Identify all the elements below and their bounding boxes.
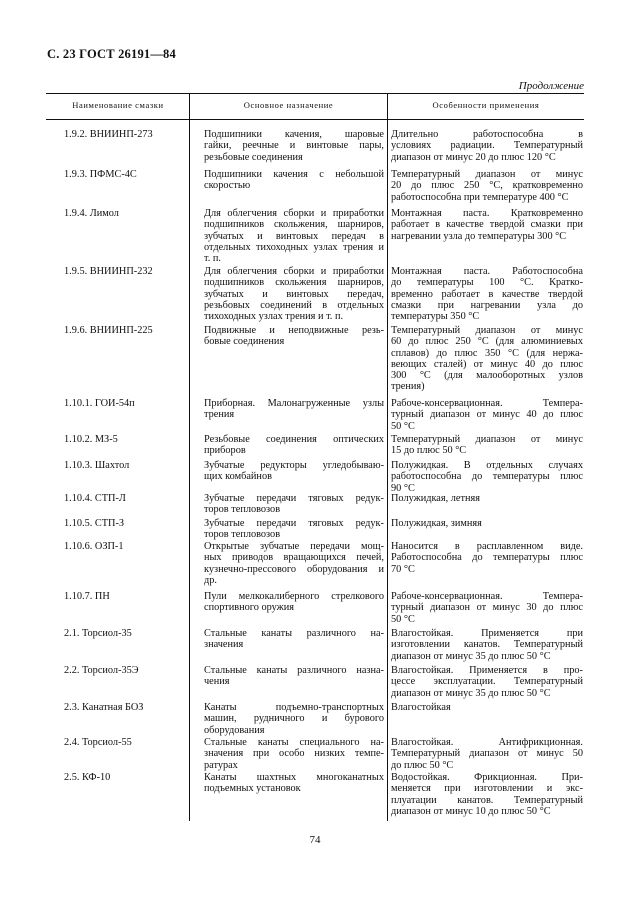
features-line: 90 °С xyxy=(391,482,415,494)
features-line: до плюс 50 °С xyxy=(391,759,454,771)
purpose-line: Для облегчения сборки и приработки xyxy=(204,208,384,219)
application-features xyxy=(391,628,583,662)
table-header-rule xyxy=(46,119,584,120)
purpose-line: трения xyxy=(204,409,235,421)
features-line: Работоспособна до температуры плюс xyxy=(391,552,583,564)
features-line: 15 до плюс 50 °С xyxy=(391,445,467,457)
main-purpose xyxy=(204,208,384,264)
application-features xyxy=(391,665,583,699)
features-line: 50 °С xyxy=(391,613,415,625)
features-line: Полужидкая. В отдельных случаях xyxy=(391,460,583,471)
purpose-line: подшипников скольжения шарниров, xyxy=(204,277,384,289)
lubricant-name: 1.10.4. СТП-Л xyxy=(64,493,126,504)
features-line: Температурный диапазон от минус xyxy=(391,169,583,180)
features-line: Влагостойкая. Применяется в про- xyxy=(391,665,583,676)
purpose-line: Стальные канаты различного назна- xyxy=(204,665,384,676)
purpose-line: отдельных тихоходных узлах трения и xyxy=(204,241,384,253)
continuation-label: Продолжение xyxy=(518,80,584,92)
purpose-line: Стальные канаты различного на- xyxy=(204,628,384,639)
features-line: плуатации канатов. Температурный xyxy=(391,794,583,806)
features-line: Монтажная паста. Работоспособна xyxy=(391,266,583,277)
features-line: Влагостойкая. Антифрикционная. xyxy=(391,737,583,748)
features-line: диапазон от минус 10 до плюс 50 °С xyxy=(391,805,551,817)
features-line: 70 °С xyxy=(391,563,415,575)
main-purpose xyxy=(204,628,384,651)
application-features xyxy=(391,772,583,817)
features-line: Монтажная паста. Кратковременно xyxy=(391,208,583,219)
purpose-line: кузнечно-прессового оборудования и xyxy=(204,563,384,575)
features-line: Влагостойкая. Применяется при xyxy=(391,628,583,639)
purpose-line: щих комбайнов xyxy=(204,471,272,483)
lubricant-name: 2.2. Торсиол-35Э xyxy=(64,665,139,676)
lubricant-name: 1.9.6. ВНИИНП-225 xyxy=(64,325,153,336)
application-features xyxy=(391,169,583,203)
features-line: до температуры 100 °С. Кратко- xyxy=(391,277,583,289)
purpose-line: значения xyxy=(204,639,244,651)
purpose-line: Подшипники качения с небольшой xyxy=(204,169,384,180)
features-line: изготовлении канатов. Температурный xyxy=(391,639,583,651)
lubricant-name: 2.1. Торсиол-35 xyxy=(64,628,132,639)
purpose-line: Зубчатые передачи тяговых редук- xyxy=(204,493,384,504)
lubricant-name: 1.9.2. ВНИИНП-273 xyxy=(64,129,153,140)
purpose-line: тихоходных узлах трения и т. п. xyxy=(204,311,344,323)
purpose-line: приборов xyxy=(204,445,246,457)
main-purpose xyxy=(204,737,384,771)
features-line: температуры 350 °С xyxy=(391,311,480,323)
features-line: работоспособна до температуры плюс xyxy=(391,471,583,483)
lubricant-name: 1.9.4. Лимол xyxy=(64,208,119,219)
purpose-line: Подвижные и неподвижные резь- xyxy=(204,325,384,336)
purpose-line: т. п. xyxy=(204,253,221,265)
features-line: Водостойкая. Фрикционная. При- xyxy=(391,772,583,783)
column-header-purpose: Основное назначение xyxy=(243,100,334,110)
main-purpose xyxy=(204,398,384,421)
column-divider-2 xyxy=(387,93,388,821)
application-features xyxy=(391,518,583,529)
application-features xyxy=(391,398,583,432)
purpose-line: др. xyxy=(204,574,217,586)
features-line: Влагостойкая xyxy=(391,702,451,713)
application-features xyxy=(391,737,583,771)
application-features xyxy=(391,493,583,504)
features-line: Полужидкая, зимняя xyxy=(391,518,482,529)
lubricant-name: 1.9.3. ПФМС-4С xyxy=(64,169,137,180)
purpose-line: Канаты подъемно-транспортных xyxy=(204,702,384,713)
purpose-line: Открытые зубчатые передачи мощ- xyxy=(204,541,384,552)
application-features xyxy=(391,541,583,575)
purpose-line: резьбовые соединения xyxy=(204,151,303,163)
purpose-line: Для облегчения сборки и приработки xyxy=(204,266,384,277)
main-purpose xyxy=(204,325,384,348)
features-line: Рабоче-консервационная. Темпера- xyxy=(391,591,583,602)
features-line: трения) xyxy=(391,381,425,393)
main-purpose xyxy=(204,169,384,192)
application-features xyxy=(391,434,583,457)
purpose-line: Пули мелкокалиберного стрелкового xyxy=(204,591,384,602)
purpose-line: чения xyxy=(204,676,230,688)
column-header-features: Особенности применения xyxy=(432,100,540,110)
purpose-line: Зубчатые редукторы угледобываю- xyxy=(204,460,384,471)
features-line: 20 до плюс 250 °С, кратковременно xyxy=(391,180,583,192)
purpose-line: Приборная. Малонагруженные узлы xyxy=(204,398,384,409)
lubricant-name: 1.9.5. ВНИИНП-232 xyxy=(64,266,153,277)
main-purpose xyxy=(204,665,384,688)
features-line: временно работает в качестве твердой xyxy=(391,288,583,300)
features-line: Длительно работоспособна в xyxy=(391,129,583,140)
application-features xyxy=(391,591,583,625)
purpose-line: подъемных установок xyxy=(204,783,301,795)
application-features xyxy=(391,266,583,322)
application-features xyxy=(391,129,583,163)
features-line: Температурный диапазон от минус xyxy=(391,325,583,336)
purpose-line: зубчатых и винтовых передач, xyxy=(204,288,384,300)
purpose-line: подшипников скольжения, шарниров, xyxy=(204,219,384,231)
purpose-line: оборудования xyxy=(204,724,265,736)
lubricant-name: 1.10.2. МЗ-5 xyxy=(64,434,118,445)
main-purpose xyxy=(204,541,384,586)
lubricant-name: 1.10.1. ГОИ-54п xyxy=(64,398,135,409)
application-features xyxy=(391,702,583,713)
application-features xyxy=(391,325,583,393)
features-line: меняется при изготовлении и экс- xyxy=(391,783,583,795)
purpose-line: торов тепловозов xyxy=(204,504,281,516)
column-header-name: Наименование смазки xyxy=(72,100,164,110)
lubricant-name: 2.3. Канатная БОЗ xyxy=(64,702,144,713)
purpose-line: гайки, реечные и винтовые пары, xyxy=(204,140,384,152)
lubricant-name: 1.10.5. СТП-З xyxy=(64,518,125,529)
lubricant-name: 1.10.6. ОЗП-1 xyxy=(64,541,124,552)
features-line: диапазон от минус 35 до плюс 50 °С xyxy=(391,650,551,662)
lubricant-name: 2.5. КФ-10 xyxy=(64,772,111,783)
purpose-line: ных приводов вращающихся печей, xyxy=(204,552,384,564)
main-purpose xyxy=(204,493,384,516)
purpose-line: Зубчатые передачи тяговых редук- xyxy=(204,518,384,529)
main-purpose xyxy=(204,266,384,322)
purpose-line: машин, рудничного и бурового xyxy=(204,713,384,725)
main-purpose xyxy=(204,518,384,541)
features-line: условиях радиации. Температурный xyxy=(391,140,583,152)
features-line: смазки при нагревании узла до xyxy=(391,299,583,311)
features-line: Температурный диапазон от минус 50 xyxy=(391,748,583,760)
features-line: цессе эксплуатации. Температурный xyxy=(391,676,583,688)
purpose-line: Подшипники качения, шаровые xyxy=(204,129,384,140)
features-line: диапазон от минус 35 до плюс 50 °С xyxy=(391,687,551,699)
features-line: турный диапазон от минус 30 до плюс xyxy=(391,602,583,614)
features-line: 60 до плюс 250 °С (для алюминиевых xyxy=(391,336,583,348)
purpose-line: спортивного оружия xyxy=(204,602,294,614)
main-purpose xyxy=(204,129,384,163)
main-purpose xyxy=(204,702,384,736)
purpose-line: торов тепловозов xyxy=(204,529,281,541)
purpose-line: значения при особо низких темпе- xyxy=(204,748,384,760)
main-purpose xyxy=(204,434,384,457)
purpose-line: Стальные канаты специального на- xyxy=(204,737,384,748)
lubricant-name: 2.4. Торсиол-55 xyxy=(64,737,132,748)
features-line: диапазон от минус 20 до плюс 120 °С xyxy=(391,151,556,163)
purpose-line: Канаты шахтных многоканатных xyxy=(204,772,384,783)
purpose-line: скоростью xyxy=(204,180,251,192)
features-line: Рабоче-консервационная. Темпера- xyxy=(391,398,583,409)
features-line: работает в качестве твердой смазки при xyxy=(391,219,583,231)
features-line: нагревании узла до температуры 300 °С xyxy=(391,230,567,242)
table-top-rule xyxy=(46,93,584,94)
page-number: 74 xyxy=(309,834,321,846)
features-line: Полужидкая, летняя xyxy=(391,493,480,504)
main-purpose xyxy=(204,460,384,483)
purpose-line: резьбовых соединений в отдельных xyxy=(204,299,384,311)
features-line: 50 °С xyxy=(391,420,415,432)
application-features xyxy=(391,460,583,494)
main-purpose xyxy=(204,772,384,795)
lubricant-name: 1.10.3. Шахтол xyxy=(64,460,130,471)
features-line: Наносится в расплавленном виде. xyxy=(391,541,583,552)
features-line: Температурный диапазон от минус xyxy=(391,434,583,445)
main-purpose xyxy=(204,591,384,614)
features-line: 300 °С (для малооборотных узлов xyxy=(391,370,583,382)
purpose-line: зубчатых и винтовых передач в xyxy=(204,230,384,242)
page-header: С. 23 ГОСТ 26191—84 xyxy=(47,47,176,61)
column-divider-1 xyxy=(189,93,190,821)
purpose-line: Резьбовые соединения оптических xyxy=(204,434,384,445)
features-line: работоспособна при температуре 400 °С xyxy=(391,191,569,203)
lubricant-name: 1.10.7. ПН xyxy=(64,591,110,602)
application-features xyxy=(391,208,583,242)
features-line: турный диапазон от минус 40 до плюс xyxy=(391,409,583,421)
purpose-line: ратурах xyxy=(204,759,238,771)
purpose-line: бовые соединения xyxy=(204,336,285,348)
features-line: веющих сталей) от минус 40 до плюс xyxy=(391,358,583,370)
features-line: сплавов) до плюс 350 °С (для нержа- xyxy=(391,347,583,359)
